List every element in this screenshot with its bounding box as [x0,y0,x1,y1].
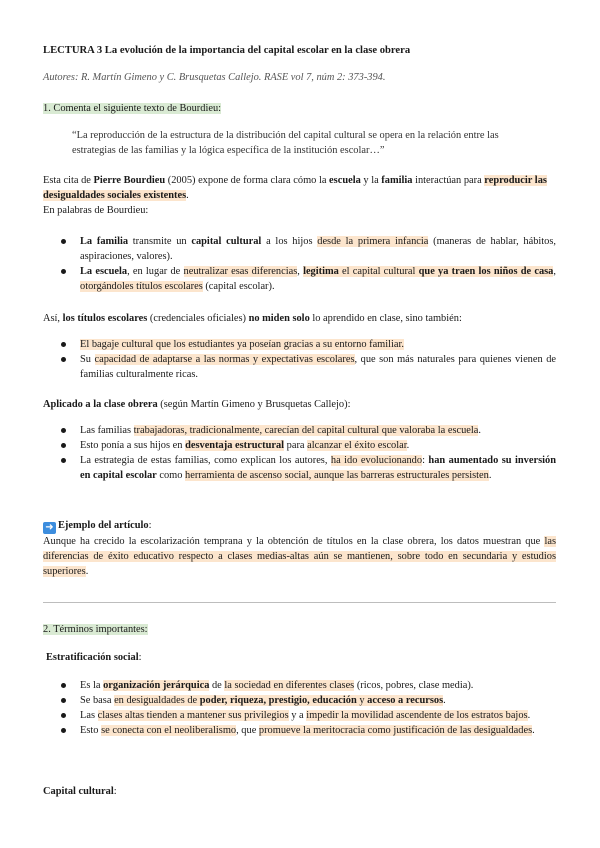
intro-line2: En palabras de Bourdieu: [43,205,149,216]
list-item: Las clases altas tienden a mantener sus privilegios y a impedir la movilidad ascendente de los estratos bajos. [43,708,556,723]
estratificacion-points-list [43,678,556,738]
example-heading: Ejemplo del artículo [58,520,149,531]
intro-highlight: reproducir las desigualdades sociales existentes [43,175,547,201]
document-title: LECTURA 3 La evolución de la importancia del capital escolar en la clase obrera [43,45,411,56]
list-item: La escuela, en lugar de neutralizar esas diferencias, legitima el capital cultural que ya traen los niños de casa, otorgándoles títulos escolares (capital escolar). [43,264,556,294]
bullet-icon [61,728,66,733]
intro-text: Esta cita de [43,175,94,186]
intro-paragraph [43,173,556,218]
intro-text: . [186,190,189,201]
intro-text: interactúan para [412,175,485,186]
intro-familia: familia [381,175,413,186]
bullet-icon [61,713,66,718]
estratificacion-heading: Estratificación social: [46,652,142,663]
section1-heading-text: 1. Comenta el siguiente texto de Bourdieu: [43,103,222,114]
horizontal-divider [43,602,556,603]
list-item: Las familias trabajadoras, tradicionalmente, carecían del capital cultural que valoraba la escuela. [43,423,556,438]
titulos-paragraph: Así, los títulos escolares (credenciales oficiales) no miden solo lo aprendido en clase, sino también: [43,313,462,324]
list-item: La estrategia de estas familias, como explican los autores, ha ido evolucionando: han aumentado su inversión en capital escolar como herramienta de ascenso social, aunque las barreras estructurales persisten. [43,453,556,483]
bullet-icon [61,428,66,433]
bullet-icon [61,357,66,362]
intro-bourdieu-name: Pierre Bourdieu [93,175,166,186]
bullet-icon [61,443,66,448]
list-item: Su capacidad de adaptarse a las normas y expectativas escolares, que son más naturales para quienes vienen de familias culturalmente ricas. [43,352,556,382]
bullet-icon [61,698,66,703]
section2-heading-text: 2. Términos importantes: [43,624,148,635]
section2-heading [43,622,556,637]
titulos-points-list [43,337,556,382]
list-item: La familia transmite un capital cultural a los hijos desde la primera infancia (maneras de hablar, hábitos, aspiraciones, valores). [43,234,556,264]
obrera-points-list [43,423,556,483]
arrow-right-icon: ➜ [43,522,56,534]
list-item: Es la organización jerárquica de la sociedad en diferentes clases (ricos, pobres, clase media). [43,678,556,693]
list-item: El bagaje cultural que los estudiantes ya poseían gracias a su entorno familiar. [43,337,556,352]
bullet-icon [61,683,66,688]
intro-escuela: escuela [329,175,361,186]
obrera-paragraph: Aplicado a la clase obrera (según Martín Gimeno y Brusquetas Callejo): [43,399,351,410]
intro-text: (2005) expone de forma clara cómo la [165,175,330,186]
bullet-icon [61,342,66,347]
section1-heading [43,101,556,116]
bourdieu-quote: “La reproducción de la estructura de la distribución del capital cultural se opera en la relación entre las estrategias de las familias y la lógica específica de la institución escolar…” [72,130,499,156]
document-authors: Autores: R. Martín Gimeno y C. Brusquetas Callejo. RASE vol 7, núm 2: 373-394. [43,72,386,83]
list-item: Esto ponía a sus hijos en desventaja estructural para alcanzar el éxito escolar. [43,438,556,453]
bullet-icon [61,269,66,274]
capital-cultural-heading: Capital cultural: [43,786,117,797]
list-item: Se basa en desigualdades de poder, riqueza, prestigio, educación y acceso a recursos. [43,693,556,708]
bullet-icon [61,458,66,463]
list-item: Esto se conecta con el neoliberalismo, que promueve la meritocracia como justificación de las desigualdades. [43,723,556,738]
bourdieu-points-list [43,234,556,294]
example-block: ➜ Ejemplo del artículo: Aunque ha crecido la escolarización temprana y la obtención de títulos en la clase obrera, los datos muestran que las diferencias de éxito educativo respecto a clases medias-altas aún se mantienen, sobre todo en secundaria y estudios superiores. [43,520,556,577]
intro-text: y la [360,175,382,186]
bullet-icon [61,239,66,244]
